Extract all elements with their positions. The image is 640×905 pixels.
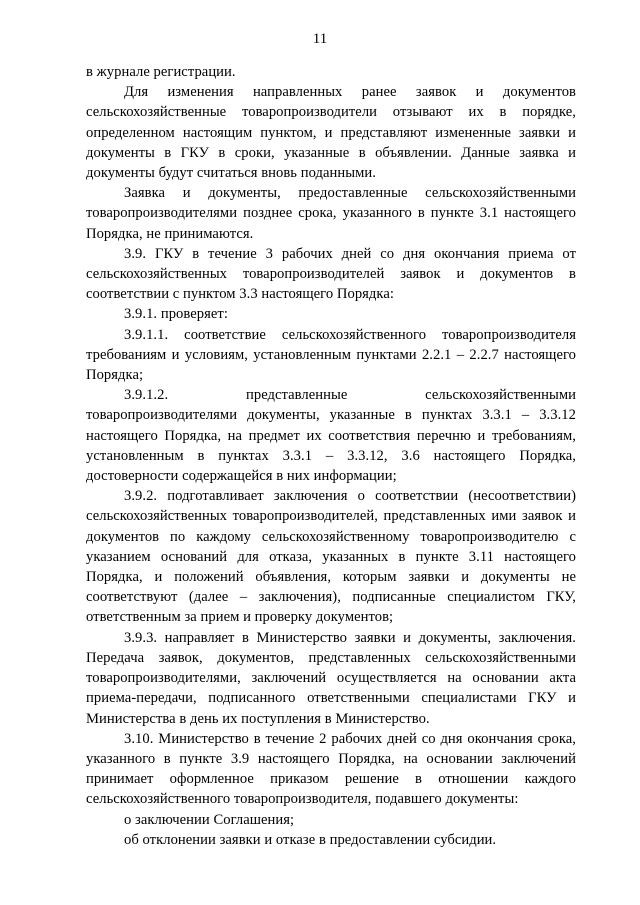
paragraph-clause-3-9: 3.9. ГКУ в течение 3 рабочих дней со дня окончания приема от сельскохозяйственных товаропроизводителей заявок и документов в соответствии с пунктом 3.3 настоящего Порядка: bbox=[86, 245, 576, 303]
paragraph-clause-3-10: 3.10. Министерство в течение 2 рабочих дней со дня окончания срока, указанного в пункте 3.9 настоящего Порядка, на основании заключений принимает оформленное приказом решение в отношении каждого сельскохозяйственного товаропроизводителя, подавшего документы: bbox=[86, 730, 576, 808]
paragraph-clause-3-9-2: 3.9.2. подготавливает заключения о соответствии (несоответствии) сельскохозяйственных товаропроизводителей, представленных ими заявок и документов по каждому сельскохозяйственному товаропроизводителю с указанием оснований для отказа, указанных в пункте 3.11 настоящего Порядка, и положений объявления, которым заявки и документы не соответствуют (далее – заключения), подписанные специалистом ГКУ, ответственным за прием и проверку документов; bbox=[86, 488, 576, 626]
page-number: 11 bbox=[312, 31, 328, 47]
paragraph-decision-agreement: о заключении Соглашения; bbox=[124, 811, 295, 828]
paragraph-continuation: в журнале регистрации. bbox=[86, 64, 236, 80]
paragraph-decision-rejection: об отклонении заявки и отказе в предоставлении субсидии. bbox=[124, 831, 497, 848]
paragraph-late-submission: Заявка и документы, предоставленные сельскохозяйственными товаропроизводителями позднее срока, указанного в пункте 3.1 настоящего Порядка, не принимаются. bbox=[86, 185, 576, 242]
paragraph-resubmission: Для изменения направленных ранее заявок и документов сельскохозяйственные товаропроизводители отзывают их в порядке, определенном настоящим пунктом, и представляют измененные заявки и документы в ГКУ в сроки, указанные в объявлении. Данные заявка и документы будут считаться вновь поданными. bbox=[86, 84, 576, 182]
paragraph-clause-3-9-1-2: 3.9.1.2. представленные сельскохозяйственными товаропроизводителями документы, указанные в пунктах 3.3.1 – 3.3.12 настоящего Порядка, на предмет их соответствия перечню и требованиям, установленным в пунктах 3.3.1 – 3.3.12, 3.6 настоящего Порядка, достоверности содержащейся в них информации; bbox=[86, 387, 576, 485]
document-body bbox=[86, 62, 576, 850]
paragraph-clause-3-9-1-1: 3.9.1.1. соответствие сельскохозяйственного товаропроизводителя требованиям и условиям, установленным пунктами 2.2.1 – 2.2.7 настоящего Порядка; bbox=[86, 326, 576, 384]
paragraph-clause-3-9-3: 3.9.3. направляет в Министерство заявки и документы, заключения. Передача заявок, документов, представленных сельскохозяйственными товаропроизводителями, заключений осуществляется на основании акта приема-передачи, подписанного ответственными специалистами ГКУ и Министерства в день их поступления в Министерство. bbox=[86, 629, 576, 727]
paragraph-clause-3-9-1: 3.9.1. проверяет: bbox=[124, 306, 228, 323]
